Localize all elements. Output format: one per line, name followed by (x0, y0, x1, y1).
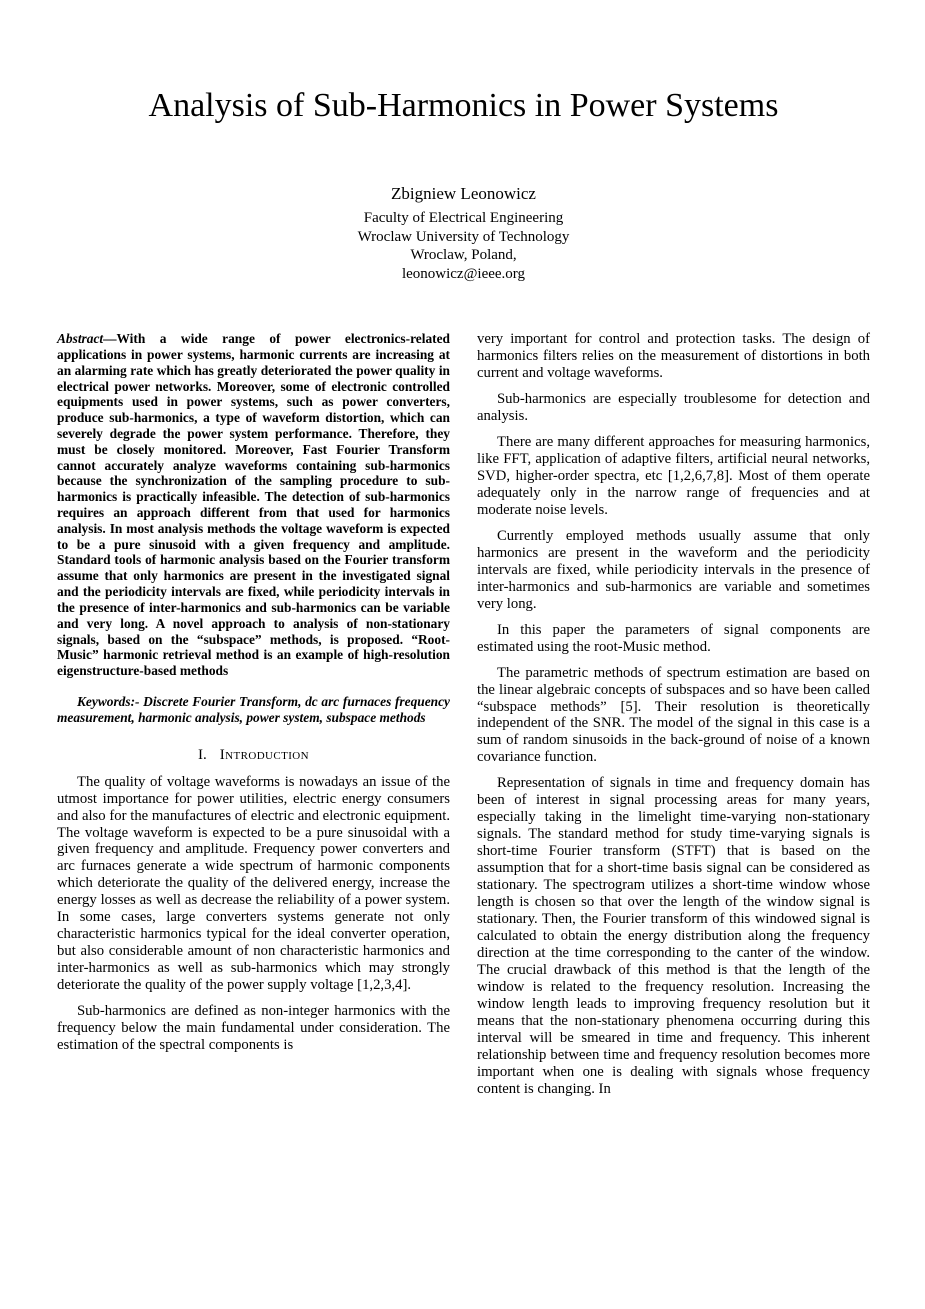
right-paragraph-3: There are many different approaches for measuring harmonics, like FFT, application of adaptive filters, artificial neural networks, SVD, higher-order spectra, etc [1,2,6,7,8]. Most of them operate adequately only in the narrow range of frequencies and at moderate noise levels. (477, 433, 870, 518)
intro-paragraph-1: The quality of voltage waveforms is nowadays an issue of the utmost importance for power utilities, electric energy consumers and also for the manufactures of electric and electronic equipment. The voltage waveform is expected to be a pure sinusoidal with a given frequency and amplitude. Frequency power converters and arc furnaces generate a wide spectrum of harmonic components which deteriorate the quality of the delivered energy, increase the energy losses as well as decrease the reliability of a power system. In some cases, large converters systems generate not only characteristic harmonics typical for the ideal converter operation, but also considerable amount of non characteristic harmonics and inter-harmonics as well as sub-harmonics which may strongly deteriorate the quality of the power supply voltage [1,2,3,4]. (57, 773, 450, 994)
right-paragraph-7: Representation of signals in time and frequency domain has been of interest in signal processing areas for many years, especially taking in the limelight time-varying non-stationary signals. The standard method for study time-varying signals is short-time Fourier transform (STFT) that is based on the assumption that for a short-time basis signal can be considered as stationary. The spectrogram utilizes a short-time window whose length is chosen so that over the length of the window signal is stationary. Then, the Fourier transform of this windowed signal is calculated to obtain the energy distribution along the frequency direction at the time corresponding to the canter of the window. The crucial drawback of this method is that the length of the window is related to the frequency resolution. Increasing the window length leads to improving frequency resolution but it means that the non-stationary phenomena occurring during this interval will be smeared in time and frequency. This inherent relationship between time and frequency resolution becomes more important when one is dealing with signals whose frequency content is changing. In (477, 775, 870, 1097)
right-paragraph-6: The parametric methods of spectrum estimation are based on the linear algebraic concepts of subspaces and so have been called “subspace methods” [5]. Their resolution is theoretically independent of the SNR. The model of the signal in this case is a sum of random sinusoids in the back-ground of noise of a known covariance function. (477, 664, 870, 766)
author-block (57, 183, 870, 283)
left-column (57, 331, 450, 1107)
author-name: Zbigniew Leonowicz (391, 184, 536, 204)
keywords-text: Discrete Fourier Transform, dc arc furnaces frequency measurement, harmonic analysis, power system, subspace methods (57, 693, 450, 725)
section-heading-introduction (57, 747, 450, 764)
author-affiliation-city: Wroclaw, Poland, (410, 247, 517, 264)
section-number: I. (198, 746, 207, 763)
two-column-body (57, 331, 870, 1107)
abstract-label: Abstract (57, 331, 104, 347)
author-affiliation-department: Faculty of Electrical Engineering (363, 210, 564, 227)
author-email: leonowicz@ieee.org (401, 265, 526, 282)
abstract-paragraph (57, 331, 450, 679)
intro-paragraph-2: Sub-harmonics are defined as non-integer harmonics with the frequency below the main fundamental under consideration. The estimation of the spectral components is (57, 1003, 450, 1054)
right-paragraph-4: Currently employed methods usually assume that only harmonics are present in the waveform and the periodicity intervals are fixed, while periodicity intervals in the presence of inter-harmonics and sub-harmonics are variable and sometimes very long. (477, 527, 870, 612)
right-paragraph-5: In this paper the parameters of signal components are estimated using the root-Music method. (477, 621, 870, 655)
right-paragraph-2: Sub-harmonics are especially troublesome for detection and analysis. (477, 391, 870, 424)
keywords-label: Keywords:- (77, 693, 140, 709)
abstract-text: —With a wide range of power electronics-related applications in power systems, harmonic currents are increasing at an alarming rate which has greatly deteriorated the power quality in electrical power networks. Moreover, some of electronic controlled equipments used in power systems, such as power converters, produce sub-harmonics, a type of waveform distortion, which can severely degrade the power system performance. Therefore, they must be closely monitored. Moreover, Fast Fourier Transform cannot accurately analyze waveforms containing sub-harmonics because the synchronization of the sampling procedure to sub-harmonics is practically infeasible. The detection of sub-harmonics requires an approach different from that used for harmonics analysis. In most analysis methods the voltage waveform is expected to be a pure sinusoid with a given frequency and amplitude. Standard tools of harmonic analysis based on the Fourier transform assume that only harmonics are present in the investigated signal and the periodicity intervals are fixed, while periodicity intervals in the presence of inter-harmonics and sub-harmonics can be variable and very long. A novel approach to analysis of non-stationary signals, based on the “subspace” methods, is proposed. “Root-Music” harmonic retrieval method is an example of high-resolution eigenstructure-based methods (57, 331, 450, 679)
author-affiliation-university: Wroclaw University of Technology (357, 228, 570, 245)
right-paragraph-1: very important for control and protection tasks. The design of harmonics filters relies on the measurement of distortions in both current and voltage waveforms. (477, 331, 870, 382)
keywords-paragraph (57, 694, 450, 726)
paper-title: Analysis of Sub-Harmonics in Power Systems (148, 87, 779, 124)
section-title: Introduction (219, 746, 309, 763)
right-column (477, 331, 870, 1107)
